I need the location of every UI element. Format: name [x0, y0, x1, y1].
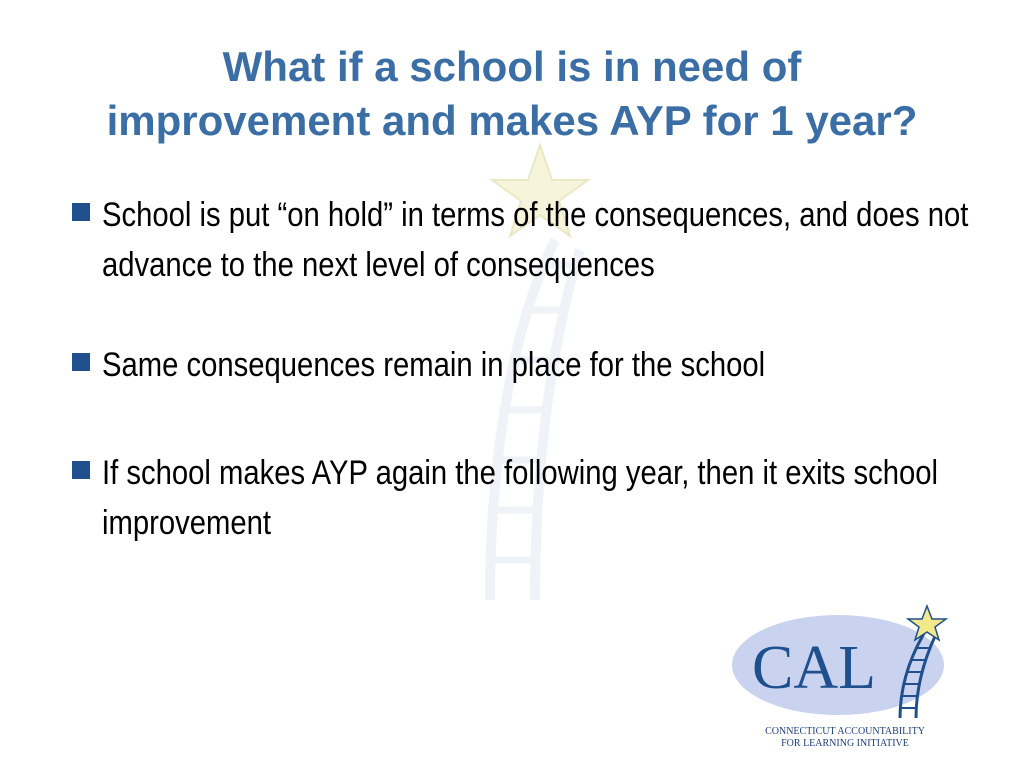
- logo-tagline-1: CONNECTICUT ACCOUNTABILITY: [765, 726, 925, 737]
- bullet-text: If school makes AYP again the following year, then it exits school improvement: [102, 454, 938, 542]
- cali-logo-graphic: [730, 600, 960, 730]
- bullet-list: [72, 190, 972, 606]
- title-line-2: improvement and makes AYP for 1 year?: [106, 97, 918, 144]
- bullet-text: School is put “on hold” in terms of the consequences, and does not advance to the next level of consequences: [102, 196, 969, 284]
- bullet-item: [72, 448, 972, 548]
- slide-title: [40, 40, 984, 148]
- logo-wordmark: CAL: [752, 634, 876, 702]
- square-bullet-icon: [72, 353, 90, 371]
- bullet-item: [72, 340, 972, 390]
- bullet-text: Same consequences remain in place for the school: [102, 346, 766, 384]
- bullet-item: [72, 190, 972, 290]
- logo-tagline-2: FOR LEARNING INITIATIVE: [781, 738, 909, 749]
- cali-logo: [730, 600, 960, 760]
- title-line-1: What if a school is in need of: [222, 43, 802, 90]
- square-bullet-icon: [72, 203, 90, 221]
- square-bullet-icon: [72, 461, 90, 479]
